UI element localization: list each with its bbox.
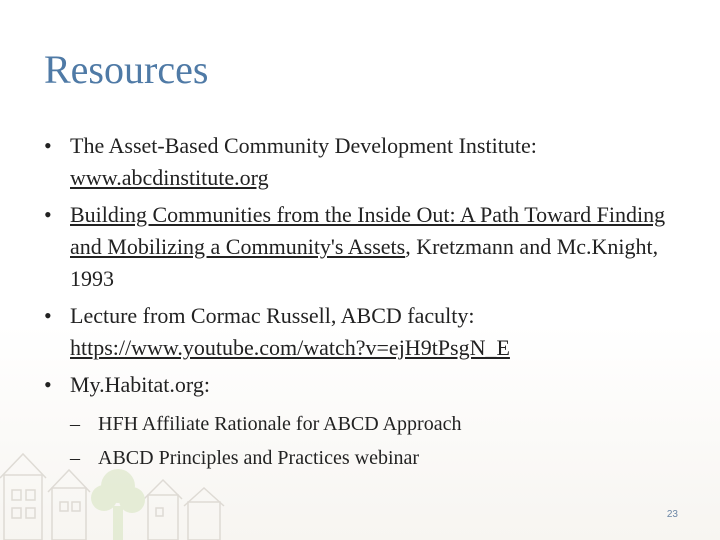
sub-bullet-text: HFH Affiliate Rationale for ABCD Approach [98,413,462,435]
slide-title: Resources [44,47,209,92]
sub-bullet-text: ABCD Principles and Practices webinar [98,447,420,469]
bullet-item [42,199,682,295]
page-number: 23 [666,509,678,520]
bullet-dot-icon: • [44,372,52,397]
bullet-item [42,300,682,364]
sub-bullet-list [70,407,682,475]
bullet-text: My.Habitat.org: [70,372,210,397]
bullet-dot-icon: • [44,202,52,227]
bullet-list [42,130,682,480]
bullet-item [42,130,682,194]
bullet-dot-icon: • [44,133,52,158]
book-title-link[interactable]: Building Communities from the Inside Out: A Path Toward Finding and Mobilizing a Community's Assets [70,202,666,259]
dash-icon: – [70,413,80,435]
bullet-text: The Asset-Based Community Development Institute: [70,133,537,158]
abcd-institute-link[interactable]: www.abcdinstitute.org [70,165,269,190]
dash-icon: – [70,447,80,469]
bullet-dot-icon: • [44,303,52,328]
bullet-text: , Kretzmann and Mc.Knight, 1993 [70,234,659,291]
sub-bullet-item [70,407,682,441]
youtube-lecture-link[interactable]: https://www.youtube.com/watch?v=ejH9tPsgN_E [70,335,510,360]
bullet-item [42,369,682,475]
bullet-text: Lecture from Cormac Russell, ABCD faculty: [70,303,475,328]
sub-bullet-item [70,441,682,475]
